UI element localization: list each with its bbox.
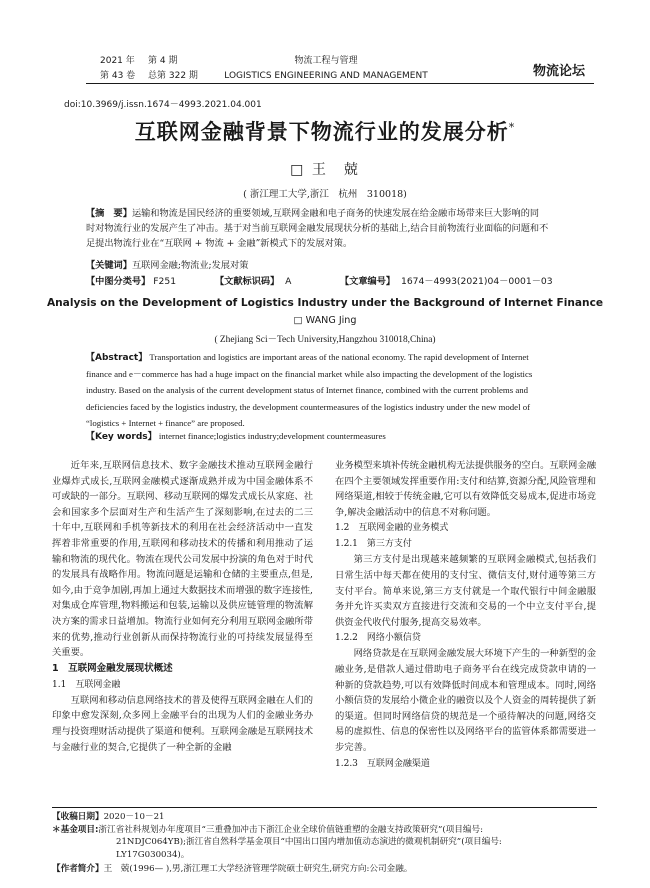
doc-code-label: 【文献标识码】 <box>215 276 280 287</box>
paper-title-cn <box>0 116 650 146</box>
abstract-en-line: finance and e－commerce has had a huge impact on the financial market while also impacting the development of the logistics <box>86 369 533 380</box>
keywords-en <box>86 428 386 445</box>
header-journal-en: LOGISTICS ENGINEERING AND MANAGEMENT <box>224 71 428 81</box>
affiliation-en: ( Zhejiang Sci－Tech University,Hangzhou 310018,China) <box>214 335 436 345</box>
body-left-column <box>52 458 313 755</box>
keywords-cn <box>86 257 248 271</box>
header-volume: 第 43 卷 <box>100 71 136 81</box>
author-bio-label: 【作者简介】 <box>52 864 104 874</box>
author-bio-text: 王 兢(1996— ),男,浙江理工大学经济管理学院硕士研究生,研究方向:公司金融。 <box>103 864 413 874</box>
intro-paragraph: 近年来,互联网信息技术、数字金融技术推动互联网金融行业爆炸式成长,互联网金融模式逐渐成熟并成为中国金融体系不可或缺的一部分。互联网、移动互联网的爆发式成长从家庭、社会和国家多个层面对生产和生活产生了深刻影响,在过去的二三十年中,互联网和手机等新技术的利用在社会经济活动中一直发挥着非常重要的作用,互联网和移动技术的传播和利用推动了运输和物流的现代化。物流在现代公司发展中扮演的角色对于时代的发展具有战略作用。物流问题是运输和仓储的主要重点,但是,如今,由于竞争加剧,再加上通过大数据技术而增强的数字连接性,对集成仓库管理,物料搬运和包装,运输以及供应链管理的物流解决方案的需求日益增加。物流行业如何充分利用互联网金融所带来的优势,推动行业创新从而保持物流行业的可持续发展显得至关重要。 <box>52 460 313 659</box>
subsection-heading-1-2-3: 1.2.3 互联网金融渠道 <box>335 758 430 769</box>
article-no-value: 1674－4993(2021)04－0001－03 <box>400 276 553 287</box>
clc-value: F251 <box>153 276 177 287</box>
body-right-column <box>335 458 596 772</box>
article-no-label: 【文章编号】 <box>340 276 396 287</box>
keywords-cn-label: 【关键词】 <box>86 260 132 271</box>
abstract-en-line: “logistics + Internet + finance” are proposed. <box>86 417 245 428</box>
received-label: 【收稿日期】 <box>52 812 104 822</box>
header-year: 2021 年 <box>100 56 135 66</box>
abstract-cn-line: 足提出物流行业在“互联网 + 物流 + 金融”新模式下的发展对策。 <box>86 238 353 249</box>
doi: doi:10.3969/j.issn.1674－4993.2021.04.001 <box>64 100 262 110</box>
header-issue: 第 4 期 <box>148 56 178 66</box>
title-text: 互联网金融背景下物流行业的发展分析 <box>134 119 509 144</box>
subsection-heading-1-2-1: 1.2.1 第三方支付 <box>335 539 412 550</box>
author-en: □ WANG Jing <box>293 315 357 326</box>
footnotes <box>52 811 597 876</box>
subsection-heading-1-1: 1.1 互联网金融 <box>52 679 121 690</box>
fund-text: 浙江省社科规划办年度项目“三重叠加冲击下浙江企业全球价值链重塑的金融支持政策研究”(项目编号: <box>98 824 483 835</box>
abstract-en-line: deficiencies faced by the logistics industry, the development countermeasures of the logistics industry under the new model of <box>86 401 531 412</box>
clc-label: 【中图分类号】 <box>86 276 151 287</box>
paragraph-1-1: 互联网和移动信息网络技术的普及使得互联网金融在人们的印象中愈发深刻,众多网上金融平台的出现为人们的金融业务办理与投资理财活动提供了渠道和便利。互联网金融是互联网技术与金融行业的契合,它提供了一种全新的金融 <box>52 694 313 753</box>
header-rule <box>86 83 594 84</box>
paper-title-en: Analysis on the Development of Logistics Industry under the Background of Internet Finance <box>46 297 604 309</box>
header-section: 物流论坛 <box>533 64 586 79</box>
title-footnote-mark: * <box>508 121 516 134</box>
fund-text-line: 21NDJC064YB);浙江省自然科学基金项目“中国出口国内增加值动态演进的微观机制研究”(项目编号: <box>116 837 502 847</box>
header-journal-cn: 物流工程与管理 <box>294 56 358 66</box>
affiliation-cn: ( 浙江理工大学,浙江 杭州 310018) <box>243 189 407 200</box>
fund-label: ＊基金项目: <box>52 824 99 835</box>
classification-article <box>340 273 553 287</box>
classification-doc <box>215 273 291 287</box>
paragraph-1-2-2: 网络贷款是在互联网金融发展大环境下产生的一种新型的金融业务,是借款人通过借助电子商务平台在线完成贷款申请的一种新的贷款趋势,可以有效降低时间成本和管理成本。同时,网络小额信贷的发展给小微企业的融资以及个人资金的周转提供了新的渠道。但同时网络信贷的规范是一个亟待解决的问题,网络交易的虚拟性、信息的保密性以及网络平台的监管体系都需要进一步完善。 <box>335 648 596 753</box>
doc-code-value: A <box>285 276 292 287</box>
header-total-issue: 总第 322 期 <box>148 71 198 81</box>
paragraph-1-2-1: 第三方支付是出现越来越频繁的互联网金融模式,包括我们日常生活中每天都在使用的支付宝、微信支付,财付通等第三方支付平台。简单来说,第三方支付就是一个取代银行中间金融服务并允许买卖双方直接进行交流和交易的一个中立支付平台,提供资金代收代付服务,提高交易效率。 <box>335 554 596 628</box>
subsection-heading-1-2: 1.2 互联网金融的业务模式 <box>335 523 449 534</box>
received-date: 2020－10－21 <box>103 812 165 822</box>
section-heading-1: 1 互联网金融发展现状概述 <box>52 662 173 674</box>
subsection-heading-1-2-2: 1.2.2 网络小额信贷 <box>335 633 421 644</box>
abstract-en-line: industry. Based on the analysis of the current development status of Internet finance, combined with the current problems and <box>86 385 529 396</box>
keywords-en-text: internet finance;logistics industry;development countermeasures <box>156 431 386 441</box>
abstract-cn-line: 时对物流行业的发展产生了冲击。基于对当前互联网金融发展现状分析的基础上,结合目前物流行业面临的问题和不 <box>86 223 549 234</box>
abstract-cn-line: 运输和物流是国民经济的重要领域,互联网金融和电子商务的快速发展在给金融市场带来巨大影响的同 <box>131 208 540 219</box>
fund-text-line: LY17G030034)。 <box>116 849 190 860</box>
abstract-en-label: 【Abstract】 <box>86 353 148 363</box>
keywords-en-label: 【Key words】 <box>86 432 157 442</box>
footnote-rule <box>52 807 597 808</box>
author-cn: □ 王 兢 <box>290 162 360 178</box>
abstract-cn-label: 【摘 要】 <box>86 208 132 219</box>
abstract-en-line: Transportation and logistics are important areas of the national economy. The rapid development of Internet <box>147 352 529 362</box>
keywords-cn-text: 互联网金融;物流业;发展对策 <box>131 260 249 271</box>
classification-clc <box>86 273 176 287</box>
paragraph-1-1-continued: 业务模型来填补传统金融机构无法提供服务的空白。互联网金融在四个主要领域发挥重要作用:支付和结算,资源分配,风险管理和网络渠道,相较于传统金融,它可以有效降低交易成本,促进市场竞争,解决金融活动中的信息不对称问题。 <box>335 460 596 518</box>
abstract-cn <box>86 206 594 251</box>
abstract-en <box>86 349 594 431</box>
